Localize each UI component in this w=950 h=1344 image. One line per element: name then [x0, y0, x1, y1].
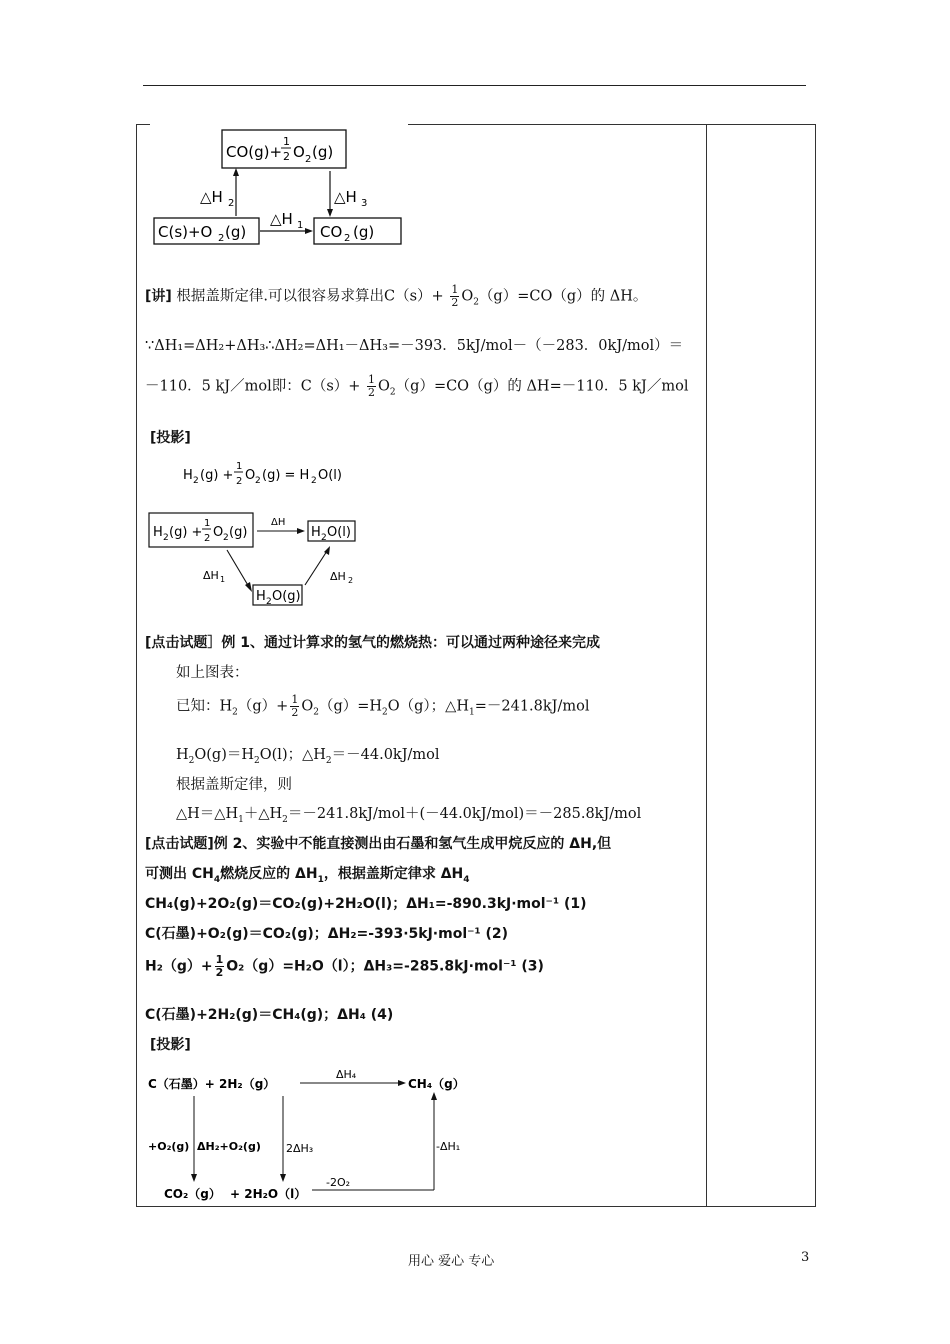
- reactant-frac-den: 2: [204, 533, 211, 544]
- bottom-left-text: CO₂（g）: [164, 1187, 221, 1201]
- bottom-arrow-label: -2O₂: [326, 1176, 351, 1189]
- page-number: 3: [801, 1250, 810, 1265]
- sub: 4: [463, 874, 470, 885]
- example1-line1: 如上图表：: [176, 665, 249, 681]
- t: （g）=H: [318, 698, 383, 715]
- t: 可测出 CH: [145, 866, 214, 882]
- t: O(g)＝H: [194, 747, 255, 763]
- arrow-left-down-head: [191, 1174, 197, 1182]
- intermediate-sub: 2: [266, 597, 272, 607]
- right-box-text: CO: [320, 223, 343, 241]
- reactant-text-d: (g): [229, 525, 248, 540]
- example2-eq1: CH₄(g)+2O₂(g)＝CO₂(g)+2H₂O(l)；ΔH₁=-890.3kJ·mol⁻¹ (1): [145, 896, 587, 912]
- dh4-label: ΔH₄: [336, 1068, 357, 1081]
- example1-line2: [176, 694, 589, 722]
- fraction: $\frac{1}{2}$: [368, 373, 376, 399]
- t: =－241.8kJ/mol: [474, 698, 590, 715]
- example1-line4: 根据盖斯定律，则: [176, 777, 292, 793]
- sub: 2: [188, 755, 195, 766]
- calc-line-2-b: O: [378, 378, 390, 395]
- arrow-mid-down-head: [280, 1174, 286, 1182]
- top-left-text: C（石墨）+ 2H₂（g）: [148, 1077, 276, 1091]
- table-border-top-left: [136, 124, 150, 125]
- example1-line5: [176, 804, 641, 830]
- mid-label: ΔH₂+O₂(g): [197, 1140, 261, 1153]
- t: 已知：H: [176, 698, 233, 715]
- example2-title-line1: [点击试题]例 2、实验中不能直接测出由石墨和氢气生成甲烷反应的 ΔH,但: [145, 836, 612, 852]
- right-box-text-c: (g): [353, 223, 375, 241]
- reactant-sub1: 2: [163, 533, 169, 543]
- dh3-sub: 3: [361, 198, 368, 209]
- example1-line3: [176, 745, 440, 771]
- t: O: [301, 698, 314, 715]
- t: H: [176, 747, 189, 763]
- t: 燃烧反应的 ΔH: [220, 866, 318, 882]
- eq-text-a: H: [183, 468, 193, 483]
- arrow-dh1-head: [305, 228, 313, 234]
- dh-label: ΔH: [271, 517, 286, 528]
- sub: 1: [317, 874, 324, 885]
- top-box-sub: 2: [305, 154, 312, 165]
- calc-line-2: [145, 374, 688, 402]
- top-box-text-a: CO(g)+: [226, 143, 283, 161]
- intermediate-text-a: H: [256, 589, 266, 604]
- dh1-label: ΔH: [203, 569, 219, 582]
- dh2-label: ΔH: [330, 570, 346, 583]
- product-sub: 2: [321, 533, 327, 543]
- reactant-sub2: 2: [223, 533, 229, 543]
- hess-cycle-diagram-h2o: [145, 455, 385, 610]
- eq-text-c: O: [245, 468, 256, 483]
- calc-line-2-a: －110．5 kJ／mol即：C（s）+: [145, 378, 366, 395]
- eq-text-e: O(l): [318, 468, 342, 483]
- hess-cycle-diagram-co: [150, 126, 410, 248]
- eq-frac-num: 1: [236, 461, 243, 472]
- reactant-text-a: H: [153, 525, 163, 540]
- example2-eq4: C(石墨)+2H₂(g)＝CH₄(g)；ΔH₄ (4): [145, 1007, 394, 1023]
- lecture-tag: [讲]: [145, 288, 172, 305]
- top-box-frac-num: 1: [283, 135, 290, 148]
- t: ＋△H: [243, 806, 283, 822]
- table-border-left: [136, 124, 137, 1206]
- left-box-text-c: (g): [225, 223, 247, 241]
- eq-text-b: (g) +: [200, 468, 234, 483]
- fraction: $\frac{1}{2}$: [291, 693, 299, 719]
- fraction: $\frac{1}{2}$: [451, 283, 459, 309]
- hess-cycle-diagram-ch4: [140, 1062, 480, 1204]
- sub: 2: [389, 387, 396, 398]
- right-box-sub: 2: [344, 233, 351, 244]
- t: ＝－44.0kJ/mol: [331, 747, 440, 763]
- lecture-text-b: O: [461, 288, 474, 305]
- t: H₂（g）+: [145, 958, 213, 975]
- t: ，根据盖斯定律求 ΔH: [323, 866, 464, 882]
- eq-frac-den: 2: [236, 476, 243, 487]
- eq-text-d: (g) = H: [262, 468, 310, 483]
- lecture-paragraph: [145, 284, 647, 312]
- header-rule: [143, 85, 806, 86]
- example2-eq2: C(石墨)+O₂(g)＝CO₂(g)；ΔH₂=-393·5kJ·mol⁻¹ (2): [145, 926, 509, 942]
- sub: 2: [254, 755, 260, 766]
- sub: 1: [238, 814, 244, 825]
- calc-line-1: ∵ΔH₁=ΔH₂+ΔH₃∴ΔH₂=ΔH₁－ΔH₃=－393．5kJ/mol－（－283．0kJ/mol）＝: [145, 338, 684, 354]
- eq-sub2: 2: [255, 476, 261, 486]
- arrow-dh1-head: [245, 582, 252, 592]
- product-text-b: O(l): [327, 525, 351, 540]
- left-box-sub: 2: [218, 233, 225, 244]
- dh2-sub: 2: [228, 198, 235, 209]
- arrow-dh-head: [297, 528, 305, 534]
- dh1-label: △H: [270, 210, 293, 228]
- eq-sub3: 2: [311, 476, 317, 486]
- t: O（g）；△H: [387, 698, 469, 715]
- dh2-sub: 2: [348, 576, 354, 585]
- calc-line-2-c: （g）=CO（g）的 ΔH=－110．5 kJ／mol: [395, 378, 689, 395]
- table-border-top: [408, 124, 816, 125]
- lecture-text-a: 根据盖斯定律.可以很容易求算出C（s）+: [176, 288, 449, 305]
- t: ＝－241.8kJ/mol＋(－44.0kJ/mol)＝－285.8kJ/mol: [287, 806, 642, 822]
- right-label: -ΔH₁: [436, 1140, 461, 1153]
- reactant-text-c: O: [213, 525, 224, 540]
- top-box-text-b: O: [293, 143, 305, 161]
- sub: 2: [232, 707, 238, 718]
- reactant-text-b: (g) +: [169, 525, 203, 540]
- footer-slogan: 用心 爱心 专心: [408, 1254, 495, 1269]
- t: △H＝△H: [176, 806, 239, 822]
- table-column-divider: [706, 124, 707, 1206]
- reactant-frac-num: 1: [204, 518, 211, 529]
- arrow-dh2: [305, 551, 327, 585]
- dh1-sub: 1: [297, 220, 304, 231]
- bottom-mid-text: + 2H₂O（l）: [230, 1187, 307, 1201]
- dh3-label: △H: [334, 188, 357, 206]
- arrow-dh4-head: [398, 1080, 406, 1086]
- sub: 2: [382, 707, 388, 718]
- example2-eq3: [145, 954, 544, 979]
- sub: 2: [313, 707, 319, 718]
- fraction: $\frac{1}{2}$: [215, 953, 224, 979]
- arrow-dh1: [227, 550, 249, 587]
- sub: 4: [213, 874, 221, 885]
- top-right-text: CH₄（g）: [408, 1077, 465, 1091]
- top-box-text-c: (g): [312, 143, 334, 161]
- example2-title-line2: [145, 864, 470, 890]
- left-box-text: C(s)+O: [158, 223, 213, 241]
- projection-heading-2: [投影]: [150, 1037, 191, 1053]
- intermediate-text-b: O(g): [272, 589, 301, 604]
- product-text-a: H: [311, 525, 321, 540]
- t: （g）+: [237, 698, 289, 715]
- top-box-frac-den: 2: [283, 150, 290, 163]
- dh1-sub: 1: [220, 575, 226, 584]
- sub: 2: [282, 814, 288, 825]
- arrow-right-up-head: [431, 1092, 437, 1100]
- example1-title: [点击试题］例 1、通过计算求的氢气的燃烧热：可以通过两种途径来完成: [145, 635, 601, 651]
- sub: 2: [325, 755, 332, 766]
- dh2-label: △H: [200, 188, 223, 206]
- arrow-dh3-head: [327, 209, 333, 217]
- sub: 1: [468, 707, 475, 718]
- arrow-dh2-head: [233, 168, 239, 176]
- table-border-right: [815, 124, 816, 1206]
- left-label: +O₂(g): [148, 1140, 190, 1153]
- projection-heading-1: [投影]: [150, 430, 191, 446]
- t: O₂（g）=H₂O（l）；ΔH₃=-285.8kJ·mol⁻¹ (3): [226, 958, 544, 975]
- dh3-label: 2ΔH₃: [286, 1142, 314, 1155]
- lecture-text-c: （g）=CO（g）的 ΔH。: [478, 288, 648, 305]
- sub: 2: [473, 297, 479, 308]
- table-border-bottom: [136, 1206, 816, 1207]
- t: O(l)；△H: [259, 747, 326, 763]
- eq-sub1: 2: [193, 476, 199, 486]
